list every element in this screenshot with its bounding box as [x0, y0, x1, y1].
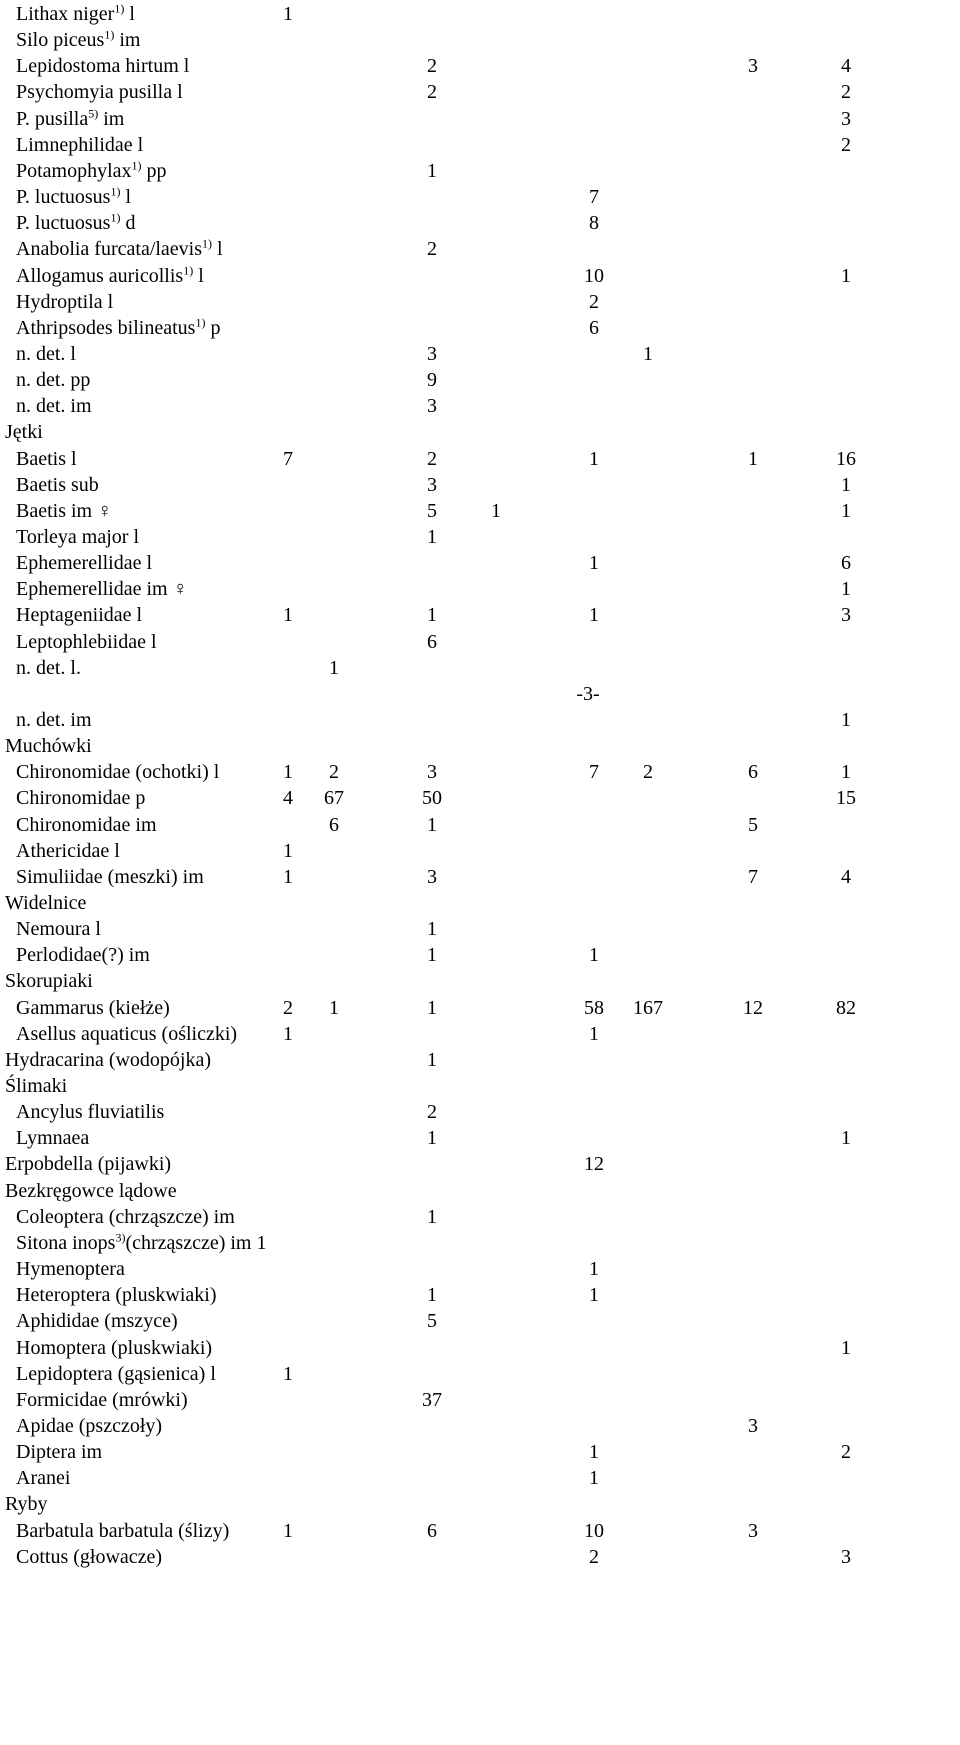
count-cell: 16 [836, 447, 856, 470]
table-row [0, 1098, 960, 1127]
label-text: Simuliidae (meszki) im [16, 865, 204, 888]
count-cell: 1 [427, 996, 437, 1019]
label-text: n. det. pp [16, 369, 91, 392]
taxon-label [16, 994, 170, 1023]
count-cell: 1 [283, 1362, 293, 1385]
count-cell: 6 [329, 813, 339, 836]
label-text: Bezkręgowce lądowe [5, 1179, 177, 1202]
taxon-label [16, 1517, 229, 1546]
table-row [0, 863, 960, 892]
count-cell: 6 [427, 1519, 437, 1542]
table-row [0, 1281, 960, 1310]
footnote-marker: 1) [104, 27, 115, 42]
label-text: Muchówki [5, 735, 92, 758]
label-text: Limnephilidae l [16, 133, 144, 156]
group-heading [5, 1072, 67, 1101]
label-text: Perlodidae(?) im [16, 944, 150, 967]
count-cell: 1 [283, 839, 293, 862]
label-text: P. luctuosus [16, 186, 111, 209]
label-text: Homoptera (pluskwiaki) [16, 1336, 213, 1359]
taxon-label [16, 235, 223, 264]
count-cell: 2 [589, 1545, 599, 1568]
taxon-label [16, 1203, 235, 1232]
count-cell: 1 [589, 944, 599, 967]
table-row [0, 1203, 960, 1232]
group-heading [5, 418, 43, 447]
count-cell: 6 [589, 316, 599, 339]
count-cell: 1 [841, 473, 851, 496]
table-row [0, 784, 960, 813]
count-cell: 50 [422, 787, 442, 810]
table-row [0, 1255, 960, 1284]
label-text: Apidae (pszczoły) [16, 1414, 163, 1437]
label-text: Gammarus (kiełże) [16, 996, 170, 1019]
taxon-label [16, 654, 81, 683]
label-text: Sitona inops [16, 1231, 116, 1254]
count-cell: 5 [748, 813, 758, 836]
count-cell: 1 [329, 656, 339, 679]
footnote-marker: 1) [110, 184, 121, 199]
label-text: Formicidae (mrówki) [16, 1388, 188, 1411]
count-cell: 3 [748, 1414, 758, 1437]
table-row [0, 1334, 960, 1363]
table-row [0, 0, 960, 29]
table-row [0, 549, 960, 578]
group-heading [5, 1046, 211, 1075]
table-row [0, 994, 960, 1023]
table-row [0, 523, 960, 552]
label-text: Barbatula barbatula (ślizy) [16, 1519, 230, 1542]
table-row [0, 1386, 960, 1415]
count-cell: 10 [584, 264, 604, 287]
count-cell: 67 [324, 787, 344, 810]
label-text: Torleya major l [16, 526, 139, 548]
table-row [0, 262, 960, 291]
label-text: Lithax niger [16, 3, 115, 25]
page-number-row [0, 680, 960, 709]
count-cell: 1 [329, 996, 339, 1019]
taxon-label [16, 811, 157, 840]
taxon-label [16, 105, 124, 134]
label-text: Baetis sub [16, 473, 99, 496]
count-cell: 1 [841, 1127, 851, 1150]
table-row [0, 445, 960, 474]
label-text: l [193, 264, 204, 287]
taxon-label [16, 262, 204, 291]
count-cell: 1 [841, 578, 851, 601]
taxon-label [16, 445, 77, 474]
label-text: Lymnaea [16, 1127, 90, 1150]
count-cell: 7 [589, 761, 599, 784]
group-heading [5, 967, 93, 996]
label-text: Nemoura l [16, 918, 101, 941]
table-row [0, 471, 960, 500]
taxon-label [16, 78, 183, 107]
label-text: Allogamus auricollis [16, 264, 184, 287]
count-cell: 3 [427, 473, 437, 496]
taxon-label [16, 1543, 162, 1572]
table-row [0, 288, 960, 317]
count-cell: 2 [841, 81, 851, 104]
taxon-label [16, 471, 99, 500]
taxon-label [16, 915, 101, 944]
count-cell: 1 [427, 1205, 437, 1228]
table-row [0, 1124, 960, 1153]
label-text: Lepidoptera (gąsienica) l [16, 1362, 216, 1385]
label-text: Psychomyia pusilla l [16, 81, 183, 104]
label-text: Athripsodes bilineatus [16, 316, 196, 339]
label-text: im [98, 107, 125, 130]
label-text: Cottus (głowacze) [16, 1545, 163, 1568]
group-heading-row [0, 1046, 960, 1075]
taxon-label [16, 1281, 216, 1310]
table-row [0, 837, 960, 866]
count-cell: 2 [427, 81, 437, 104]
label-text: (chrząszcze) im 1 [125, 1231, 267, 1254]
taxon-label [16, 209, 135, 238]
taxon-label [16, 1255, 125, 1284]
label-text: Widelnice [5, 891, 87, 914]
group-heading [5, 1490, 48, 1519]
count-cell: 12 [584, 1153, 604, 1176]
footnote-marker: 1) [110, 210, 121, 225]
label-text: Hydroptila l [16, 290, 114, 313]
label-text: Chironomidae (ochotki) l [16, 761, 220, 784]
table-row [0, 52, 960, 81]
label-text: Potamophylax [16, 159, 132, 182]
count-cell: 5 [427, 499, 437, 522]
label-text: Diptera im [16, 1441, 103, 1464]
group-heading [5, 889, 86, 918]
count-cell: 1 [427, 526, 437, 548]
label-text: Ślimaki [5, 1075, 68, 1097]
table-row [0, 392, 960, 421]
table-row [0, 706, 960, 735]
table-row [0, 1412, 960, 1441]
footnote-marker: 1) [114, 1, 125, 16]
count-cell: 3 [748, 55, 758, 78]
label-text: Heptageniidae l [16, 604, 143, 627]
taxon-label [16, 1229, 266, 1258]
label-text: Chironomidae im [16, 813, 157, 836]
group-heading-row [0, 1072, 960, 1101]
count-cell: 7 [589, 186, 599, 209]
label-text: Erpobdella (pijawki) [5, 1153, 172, 1176]
count-cell: 1 [589, 1258, 599, 1281]
taxon-label [16, 1412, 162, 1441]
count-cell: 3 [841, 107, 851, 130]
count-cell: 1 [841, 499, 851, 522]
label-text: l [124, 3, 135, 25]
count-cell: 1 [841, 264, 851, 287]
label-text: Aphididae (mszyce) [16, 1310, 178, 1333]
taxon-label [16, 1307, 178, 1336]
count-cell: 1 [589, 552, 599, 575]
footnote-marker: 3) [115, 1230, 126, 1245]
count-cell: 1 [283, 761, 293, 784]
group-heading-row [0, 1177, 960, 1206]
taxon-label [16, 157, 167, 186]
count-cell: 1 [283, 865, 293, 888]
taxon-label [16, 1360, 216, 1389]
taxon-label [16, 340, 76, 369]
count-cell: 15 [836, 787, 856, 810]
taxon-label [16, 758, 219, 787]
count-cell: 6 [748, 761, 758, 784]
table-row [0, 78, 960, 107]
count-cell: 4 [841, 865, 851, 888]
table-row [0, 1360, 960, 1389]
table-row [0, 628, 960, 657]
taxon-label [16, 131, 143, 160]
count-cell: 10 [584, 1519, 604, 1542]
table-row [0, 131, 960, 160]
label-text: Ephemerellidae im ♀ [16, 578, 188, 601]
group-heading-row [0, 1490, 960, 1519]
label-text: d [120, 212, 136, 235]
taxon-label [16, 1438, 102, 1467]
label-text: Baetis l [16, 447, 77, 470]
label-text: Ancylus fluviatilis [16, 1101, 165, 1124]
table-row [0, 497, 960, 526]
count-cell: 2 [427, 1101, 437, 1124]
taxon-label [16, 601, 142, 630]
count-cell: 2 [589, 290, 599, 313]
label-text: P. luctuosus [16, 212, 111, 235]
taxon-label [16, 1124, 89, 1153]
group-heading-row [0, 732, 960, 761]
label-text: Anabolia furcata/laevis [16, 238, 203, 261]
table-row [0, 575, 960, 604]
table-row [0, 1307, 960, 1336]
label-text: n. det. im [16, 708, 92, 731]
count-cell: 7 [748, 865, 758, 888]
taxon-label [16, 837, 120, 866]
footnote-marker: 1) [131, 158, 142, 173]
count-cell: 1 [589, 1022, 599, 1045]
count-cell: 1 [427, 159, 437, 182]
table-row [0, 26, 960, 55]
count-cell: 2 [643, 761, 653, 784]
count-cell: 1 [589, 1441, 599, 1464]
count-cell: 1 [283, 1022, 293, 1045]
label-text: Jętki [5, 421, 43, 444]
table-row [0, 183, 960, 212]
label-text: n. det. im [16, 395, 92, 418]
table-row [0, 601, 960, 630]
table-row [0, 105, 960, 134]
label-text: pp [141, 159, 167, 182]
table-row [0, 314, 960, 343]
count-cell: 1 [283, 3, 293, 25]
taxon-label [16, 0, 135, 29]
count-cell: 3 [427, 761, 437, 784]
label-text: Chironomidae p [16, 787, 146, 810]
taxon-label [16, 628, 157, 657]
count-cell: 3 [841, 1545, 851, 1568]
count-cell: 12 [743, 996, 763, 1019]
count-cell: 1 [589, 1467, 599, 1490]
table-row [0, 1464, 960, 1493]
count-cell: 1 [427, 1048, 437, 1071]
count-cell: 2 [841, 1441, 851, 1464]
group-heading-row [0, 1150, 960, 1179]
label-text: l [212, 238, 223, 261]
table-row [0, 654, 960, 683]
count-cell: 1 [748, 447, 758, 470]
count-cell: 2 [841, 133, 851, 156]
count-cell: 4 [841, 55, 851, 78]
count-cell: 2 [283, 996, 293, 1019]
label-text: n. det. l. [16, 656, 81, 679]
taxon-label [16, 941, 150, 970]
label-text: p [205, 316, 221, 339]
count-cell: 3 [427, 395, 437, 418]
count-cell: 1 [283, 1519, 293, 1542]
count-cell: 1 [643, 342, 653, 365]
count-cell: 1 [427, 1284, 437, 1307]
footnote-marker: 1) [183, 262, 194, 277]
count-cell: 9 [427, 369, 437, 392]
count-cell: 3 [841, 604, 851, 627]
count-cell: 3 [427, 865, 437, 888]
table-row [0, 758, 960, 787]
count-cell: 2 [427, 238, 437, 261]
taxon-label [16, 26, 140, 55]
taxon-label [16, 497, 112, 526]
label-text: Ephemerellidae l [16, 552, 153, 575]
footnote-marker: 1) [195, 315, 206, 330]
count-cell: 6 [427, 630, 437, 653]
count-cell: 167 [633, 996, 663, 1019]
group-heading [5, 732, 92, 761]
table-row [0, 1438, 960, 1467]
table-row [0, 1543, 960, 1572]
page-number: -3- [576, 682, 600, 705]
taxon-label [16, 1334, 212, 1363]
label-text: l [120, 186, 132, 209]
label-text: Heteroptera (pluskwiaki) [16, 1284, 217, 1307]
group-heading-row [0, 967, 960, 996]
table-row [0, 1020, 960, 1049]
count-cell: 58 [584, 996, 604, 1019]
group-heading [5, 1177, 177, 1206]
footnote-marker: 5) [88, 105, 99, 120]
table-row [0, 1229, 960, 1258]
label-text: Ryby [5, 1493, 48, 1516]
label-text: Skorupiaki [5, 970, 93, 993]
table-row [0, 366, 960, 395]
label-text: im [114, 29, 141, 52]
taxon-label [16, 1098, 164, 1127]
count-cell: 8 [589, 212, 599, 235]
label-text: Leptophlebiidae l [16, 630, 157, 653]
label-text: Athericidae l [16, 839, 120, 862]
taxon-label [16, 575, 188, 604]
label-text: Coleoptera (chrząszcze) im [16, 1205, 235, 1228]
taxon-label [16, 1464, 70, 1493]
table-row [0, 209, 960, 238]
table-row [0, 915, 960, 944]
count-cell: 4 [283, 787, 293, 810]
count-cell: 1 [841, 708, 851, 731]
taxon-label [16, 784, 145, 813]
count-cell: 2 [329, 761, 339, 784]
footnote-marker: 1) [202, 236, 213, 251]
table-row [0, 235, 960, 264]
label-text: Asellus aquaticus (ośliczki) [16, 1022, 238, 1045]
taxon-label [16, 183, 131, 212]
count-cell: 1 [427, 813, 437, 836]
label-text: P. pusilla [16, 107, 89, 130]
count-cell: 7 [283, 447, 293, 470]
count-cell: 1 [427, 1127, 437, 1150]
taxon-label [16, 549, 152, 578]
taxon-label [16, 52, 189, 81]
label-text: n. det. l [16, 342, 76, 365]
table-row [0, 157, 960, 186]
count-cell: 1 [427, 918, 437, 941]
count-cell: 37 [422, 1388, 442, 1411]
count-cell: 82 [836, 996, 856, 1019]
taxon-label [16, 366, 90, 395]
count-cell: 1 [589, 447, 599, 470]
taxon-label [16, 706, 92, 735]
label-text: Silo piceus [16, 29, 105, 52]
label-text: Hymenoptera [16, 1258, 125, 1281]
taxon-label [16, 392, 92, 421]
taxon-label [16, 1020, 237, 1049]
taxon-label [16, 523, 139, 552]
taxon-label [16, 863, 204, 892]
table-row [0, 340, 960, 369]
table-row [0, 941, 960, 970]
count-cell: 1 [841, 1336, 851, 1359]
count-cell: 1 [491, 499, 501, 522]
group-heading [5, 1150, 171, 1179]
count-cell: 1 [589, 604, 599, 627]
count-cell: 1 [427, 604, 437, 627]
group-heading-row [0, 889, 960, 918]
label-text: Baetis im ♀ [16, 499, 113, 522]
count-cell: 3 [427, 342, 437, 365]
table-row [0, 811, 960, 840]
count-cell: 6 [841, 552, 851, 575]
count-cell: 1 [841, 761, 851, 784]
label-text: Aranei [16, 1467, 71, 1490]
label-text: Hydracarina (wodopójka) [5, 1048, 212, 1071]
taxon-label [16, 288, 113, 317]
taxon-label [16, 1386, 188, 1415]
count-cell: 1 [589, 1284, 599, 1307]
group-heading-row [0, 418, 960, 447]
count-cell: 1 [427, 944, 437, 967]
count-cell: 3 [748, 1519, 758, 1542]
count-cell: 2 [427, 447, 437, 470]
table-row [0, 1517, 960, 1546]
label-text: Lepidostoma hirtum l [16, 55, 190, 78]
taxon-label [16, 314, 220, 343]
count-cell: 5 [427, 1310, 437, 1333]
count-cell: 2 [427, 55, 437, 78]
count-cell: 1 [283, 604, 293, 627]
